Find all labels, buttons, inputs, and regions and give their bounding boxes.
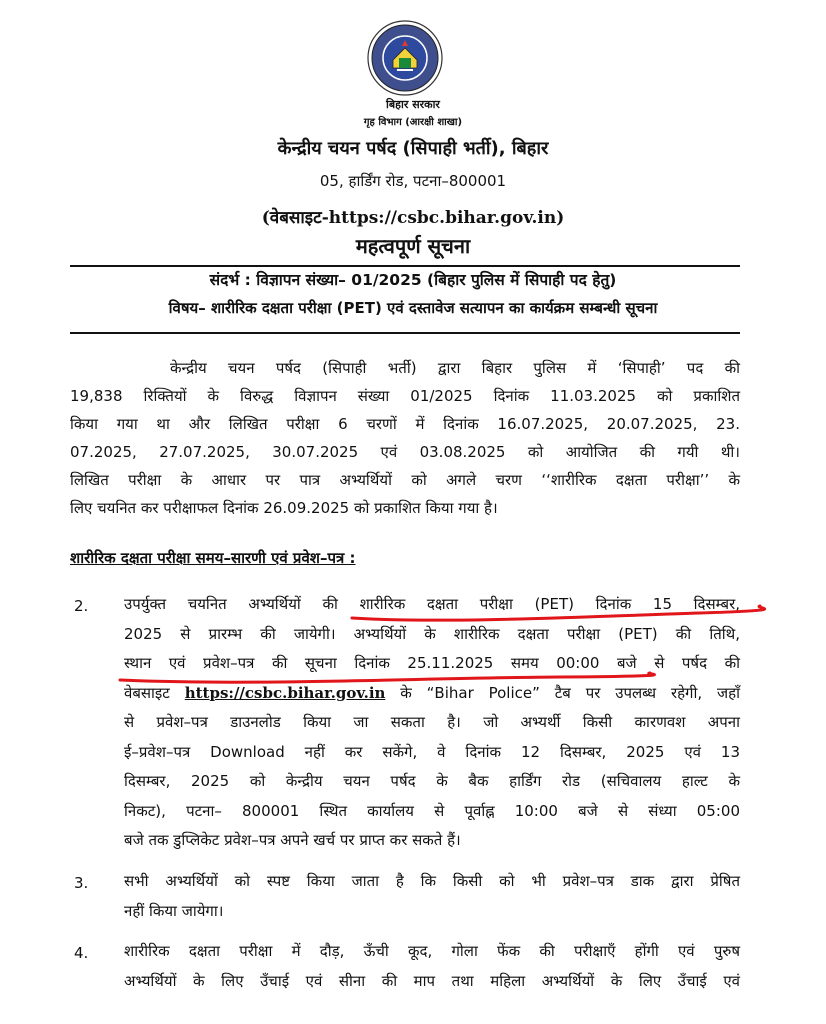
website-line[interactable]: (वेबसाइट-https://csbc.bihar.gov.in) [261, 208, 565, 228]
item-line: निकट), पटना– 800001 स्थित कार्यालय से पूर्वाह्न 10:00 बजे से संध्या 05:00 [124, 801, 740, 820]
item-line: 2025 से प्रारम्भ की जायेगी। अभ्यर्थियों के शारीरिक दक्षता परीक्षा (PET) की तिथि, [124, 624, 740, 643]
intro-line: किया गया था और लिखित परीक्षा 6 चरणों में दिनांक 16.07.2025, 20.07.2025, 23. [70, 415, 740, 433]
notice-title: महत्वपूर्ण सूचना [355, 234, 471, 258]
item-line: बजे तक डुप्लिकेट प्रवेश–पत्र अपने खर्च पर प्राप्त कर सकते हैं। [124, 831, 461, 849]
item-number: 4. [74, 944, 89, 962]
item-line: दिसम्बर, 2025 को केन्द्रीय चयन पर्षद के बैक हार्डिंग रोड (सचिवालय हाल्ट के [124, 772, 740, 790]
item-3-text [124, 867, 740, 926]
intro-line: 19,838 रिक्तियों के विरुद्ध विज्ञापन संख्या 01/2025 दिनांक 11.03.2025 को प्रकाशित [70, 387, 740, 405]
item-text: के “Bihar Police” टैब पर उपलब्ध रहेगी, जहाँ [385, 683, 740, 702]
intro-paragraph [70, 354, 740, 522]
item-line: नहीं किया जायेगा। [124, 901, 224, 920]
top-rule [70, 265, 740, 267]
item-line: से प्रवेश–पत्र डाउनलोड किया जा सकता है। जो अभ्यर्थी किसी कारणवश अपना [124, 713, 740, 731]
item-4-text [124, 937, 740, 996]
intro-line: केन्द्रीय चयन पर्षद (सिपाही भर्ती) द्वारा बिहार पुलिस में ‘सिपाही’ पद की [170, 359, 740, 377]
csbc-seal-emblem [367, 20, 443, 96]
item-line: स्थान एवं प्रवेश–पत्र की सूचना दिनांक 25.11.2025 समय 00:00 बजे से पर्षद की [124, 654, 740, 672]
intro-line: लिए चयनित कर परीक्षाफल दिनांक 26.09.2025 को प्रकाशित किया गया है। [70, 499, 498, 517]
intro-line: 07.2025, 27.07.2025, 30.07.2025 एवं 03.08.2025 को आयोजित की गयी थी। [70, 443, 740, 461]
item-number: 2. [74, 597, 89, 615]
item-line: सभी अभ्यर्थियों को स्पष्ट किया जाता है कि किसी को भी प्रवेश–पत्र डाक द्वारा प्रेषित [124, 872, 740, 890]
section-heading: शारीरिक दक्षता परीक्षा समय–सारणी एवं प्रवेश–पत्र : [70, 549, 356, 567]
item-line: ई–प्रवेश–पत्र Download नहीं कर सकेंगे, वे दिनांक 12 दिसम्बर, 2025 एवं 13 [124, 742, 740, 761]
board-address: 05, हार्डिंग रोड, पटना–800001 [319, 172, 507, 190]
department-label: गृह विभाग (आरक्षी शाखा) [363, 117, 463, 128]
item-line: अभ्यर्थियों के लिए उँचाई एवं सीना की माप तथा महिला अभ्यर्थियों के लिए उँचाई एवं [124, 971, 740, 990]
government-label: बिहार सरकार [386, 98, 440, 111]
item-text: वेबसाइट [124, 683, 185, 702]
website-link[interactable]: https://csbc.bihar.gov.in [184, 683, 386, 702]
item-number: 3. [74, 874, 89, 892]
item-2-text [124, 590, 740, 856]
item-line-with-link [124, 679, 740, 709]
board-name: केन्द्रीय चयन पर्षद (सिपाही भर्ती), बिहार [277, 138, 549, 159]
intro-line: लिखित परीक्षा के आधार पर पात्र अभ्यर्थियों को अगले चरण ‘‘शारीरिक दक्षता परीक्षा’’ के [70, 471, 740, 489]
item-line: उपर्युक्त चयनित अभ्यर्थियों की शारीरिक दक्षता परीक्षा (PET) दिनांक 15 दिसम्बर, [124, 595, 740, 613]
reference-line: संदर्भ : विज्ञापन संख्या– 01/2025 (बिहार पुलिस में सिपाही पद हेतु) [209, 271, 617, 289]
bottom-rule [70, 332, 740, 334]
item-line: शारीरिक दक्षता परीक्षा में दौड़, ऊँची कूद, गोला फेंक की परीक्षाएँ होंगी एवं पुरुष [124, 942, 740, 960]
subject-line: विषय– शारीरिक दक्षता परीक्षा (PET) एवं दस्तावेज सत्यापन का कार्यक्रम सम्बन्धी सूचना [168, 299, 658, 317]
